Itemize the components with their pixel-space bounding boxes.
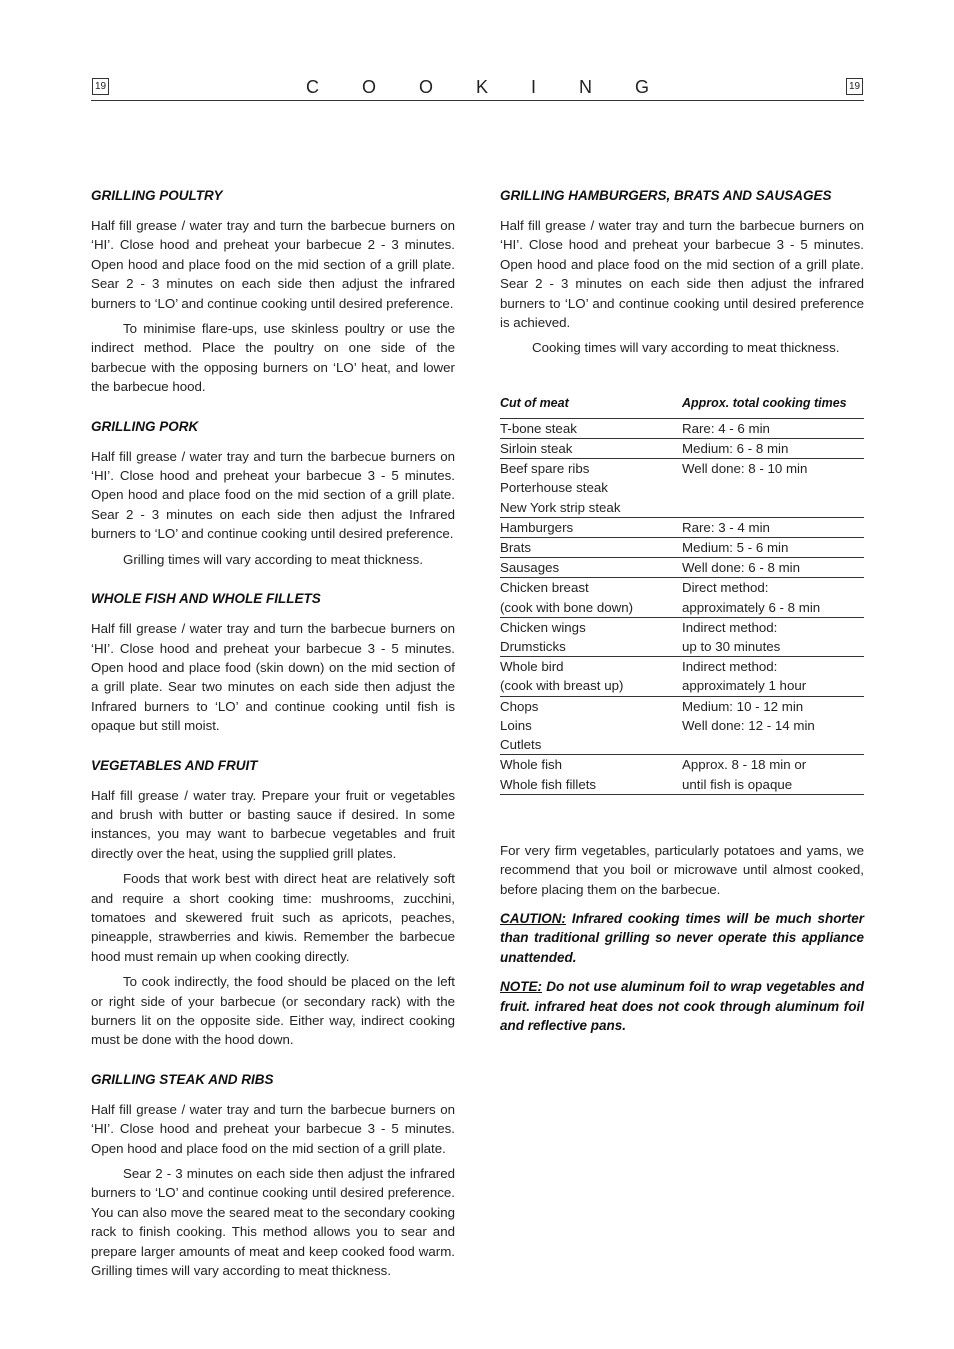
cell-time: Medium: 10 - 12 min — [682, 698, 804, 714]
table-header-time: Approx. total cooking times — [682, 396, 864, 419]
cell-cut: T-bone steak — [500, 418, 682, 438]
paragraph: To minimise flare-ups, use skinless poultry or use the indirect method. Place the poultry on one side of the barbecue with the opposing burners on ‘LO’ heat, and lower the barbecue hood. — [91, 321, 455, 395]
cooking-times-table — [500, 396, 864, 795]
section-heading: GRILLING PORK — [91, 418, 199, 434]
paragraph: Half fill grease / water tray and turn the barbecue burners on ‘HI’. Close hood and preheat your barbecue 3 - 5 minutes. Open hood and place food on the mid section of a grill plate. — [91, 1101, 455, 1156]
cell-time: Direct method: — [682, 580, 769, 596]
table-row — [500, 735, 864, 755]
cell-cut: Loins — [500, 717, 532, 733]
vegetables-note: For very firm vegetables, particularly potatoes and yams, we recommend that you boil or microwave until almost cooked, before placing them on the barbecue. — [500, 842, 864, 897]
cell-cut: Whole bird — [500, 659, 564, 675]
cell-time: approximately 1 hour — [682, 676, 864, 696]
cell-time — [682, 478, 864, 497]
table-row — [500, 439, 864, 459]
table-row — [500, 637, 864, 657]
table-row — [500, 755, 864, 775]
page-number-right: 19 — [846, 78, 863, 95]
cell-cut: Hamburgers — [500, 517, 682, 537]
paragraph: Half fill grease / water tray. Prepare your fruit or vegetables and brush with butter or basting sauce if desired. In some instances, you may want to barbecue vegetables and fruit directly over the heat, using the supplied grill plates. — [91, 787, 455, 861]
cell-time: Rare: 3 - 4 min — [682, 517, 864, 537]
cell-cut: Beef spare ribs — [500, 461, 590, 477]
page-title: C O O K I N G — [305, 77, 668, 97]
cell-time — [682, 735, 864, 755]
cell-time: up to 30 minutes — [682, 637, 864, 657]
cell-cut: (cook with breast up) — [500, 676, 682, 696]
table-row — [500, 578, 864, 598]
table-row — [500, 657, 864, 677]
table-row — [500, 459, 864, 479]
paragraph: To cook indirectly, the food should be placed on the left or right side of your barbecue (or secondary rack) with the burners lit on the opposite side. Either way, indirect cooking must be done with the hood down. — [91, 974, 455, 1048]
table-row — [500, 676, 864, 696]
page-header — [91, 76, 864, 101]
aluminum-note — [500, 977, 864, 1035]
table-row — [500, 418, 864, 438]
section-grilling-poultry — [91, 186, 455, 397]
section-grilling-pork — [91, 417, 455, 569]
caution-label: CAUTION: — [500, 910, 566, 926]
cell-cut: Cutlets — [500, 735, 682, 755]
cell-time: Indirect method: — [682, 619, 778, 635]
table-row — [500, 775, 864, 795]
cell-cut: Drumsticks — [500, 637, 682, 657]
table-row — [500, 558, 864, 578]
note-text: Do not use aluminum foil to wrap vegetables and fruit. infrared heat does not cook through aluminum foil and reflective pans. — [500, 979, 864, 1033]
paragraph: Half fill grease / water tray and turn the barbecue burners on ‘HI’. Close hood and preheat your barbecue 2 - 3 minutes. Open hood and place food on the mid section of a grill plate. Sear 2 - 3 minutes on each side then adjust the infrared burners to ‘LO’ and continue cooking until desired preference. — [91, 218, 455, 311]
notes-block — [500, 841, 864, 1036]
paragraph: Foods that work best with direct heat are relatively soft and require a short cooking time: mushrooms, zucchini, tomatoes and skewered fruit such as apricots, peaches, pineapple, strawberries and kiwis. Remember the barbecue hood must remain up when cooking directly. — [91, 871, 455, 964]
caution-text: Infrared cooking times will be much shorter than traditional grilling so never operate this appliance unattended. — [500, 910, 864, 965]
paragraph: Cooking times will vary according to meat thickness. — [532, 340, 840, 356]
cell-cut: Chicken wings — [500, 619, 586, 635]
cell-cut: (cook with bone down) — [500, 598, 682, 618]
table-row — [500, 617, 864, 637]
cell-time: until fish is opaque — [682, 775, 864, 795]
table-row — [500, 598, 864, 618]
section-vegetables-fruit — [91, 756, 455, 1050]
cell-cut: Whole fish — [500, 757, 563, 773]
cell-time — [682, 498, 864, 518]
cell-cut: Brats — [500, 538, 682, 558]
cell-cut: Chops — [500, 698, 539, 714]
section-heading: GRILLING POULTRY — [91, 188, 223, 203]
table-row — [500, 696, 864, 716]
paragraph: Half fill grease / water tray and turn the barbecue burners on ‘HI’. Close hood and preheat your barbecue 3 - 5 minutes. Open hood and place food on the mid section of a grill plate. Sear 2 - 3 minutes on each side then adjust the infrared burners to ‘LO’ and continue cooking until desired preference is achieved. — [500, 218, 864, 331]
table-row — [500, 478, 864, 497]
section-heading: GRILLING STEAK AND RIBS — [91, 1071, 274, 1087]
cell-cut: Porterhouse steak — [500, 480, 608, 496]
page-number-left: 19 — [92, 78, 109, 95]
table-row — [500, 517, 864, 537]
cell-cut: Sirloin steak — [500, 439, 682, 459]
cell-cut: Chicken breast — [500, 580, 589, 596]
paragraph: Grilling times will vary according to meat thickness. — [123, 551, 424, 567]
cell-time: Indirect method: — [682, 659, 778, 675]
table-row — [500, 716, 864, 735]
cell-time: Rare: 4 - 6 min — [682, 418, 864, 438]
section-hamburgers — [500, 186, 864, 358]
table-header-cut: Cut of meat — [500, 396, 682, 419]
cell-time: Medium: 6 - 8 min — [682, 439, 864, 459]
section-steak-ribs — [91, 1070, 455, 1281]
left-column — [91, 186, 455, 1300]
section-heading: VEGETABLES AND FRUIT — [91, 757, 258, 773]
cell-time: Well done: 6 - 8 min — [682, 558, 864, 578]
table-row — [500, 498, 864, 518]
section-whole-fish — [91, 589, 455, 735]
cell-cut: Whole fish fillets — [500, 775, 682, 795]
cell-time: Well done: 8 - 10 min — [682, 461, 808, 477]
caution-note — [500, 909, 864, 967]
cell-time: approximately 6 - 8 min — [682, 598, 864, 618]
cell-cut: Sausages — [500, 558, 682, 578]
table-row — [500, 538, 864, 558]
right-column — [500, 186, 864, 1041]
cell-time: Medium: 5 - 6 min — [682, 538, 864, 558]
section-heading: WHOLE FISH AND WHOLE FILLETS — [91, 591, 321, 607]
section-heading: GRILLING HAMBURGERS, BRATS AND SAUSAGES — [500, 188, 832, 203]
paragraph: Half fill grease / water tray and turn the barbecue burners on ‘HI’. Close hood and preheat your barbecue 3 - 5 minutes. Open hood and place food on the mid section of a grill plate. Sear 2 - 3 minutes on each side then adjust the Infrared burners to ‘LO’ and continue cooking until desired preference. — [91, 448, 455, 542]
note-label: NOTE: — [500, 979, 542, 995]
paragraph: Sear 2 - 3 minutes on each side then adjust the infrared burners to ‘LO’ and continue cooking until desired preference. You can also move the seared meat to the secondary cooking rack to finish cooking. This method allows you to sear and prepare larger amounts of meat and keep cooked food warm. Grilling times will vary according to meat thickness. — [91, 1166, 455, 1279]
cell-time: Approx. 8 - 18 min or — [682, 757, 807, 773]
cell-cut: New York strip steak — [500, 498, 682, 518]
cell-time: Well done: 12 - 14 min — [682, 717, 815, 733]
paragraph: Half fill grease / water tray and turn the barbecue burners on ‘HI’. Close hood and preheat your barbecue 3 - 5 minutes. Open hood and place food (skin down) on the mid section of a grill plate. Sear two minutes on each side then adjust the Infrared burners to ‘LO’ and continue cooking until fish is opaque but still moist. — [91, 621, 455, 734]
